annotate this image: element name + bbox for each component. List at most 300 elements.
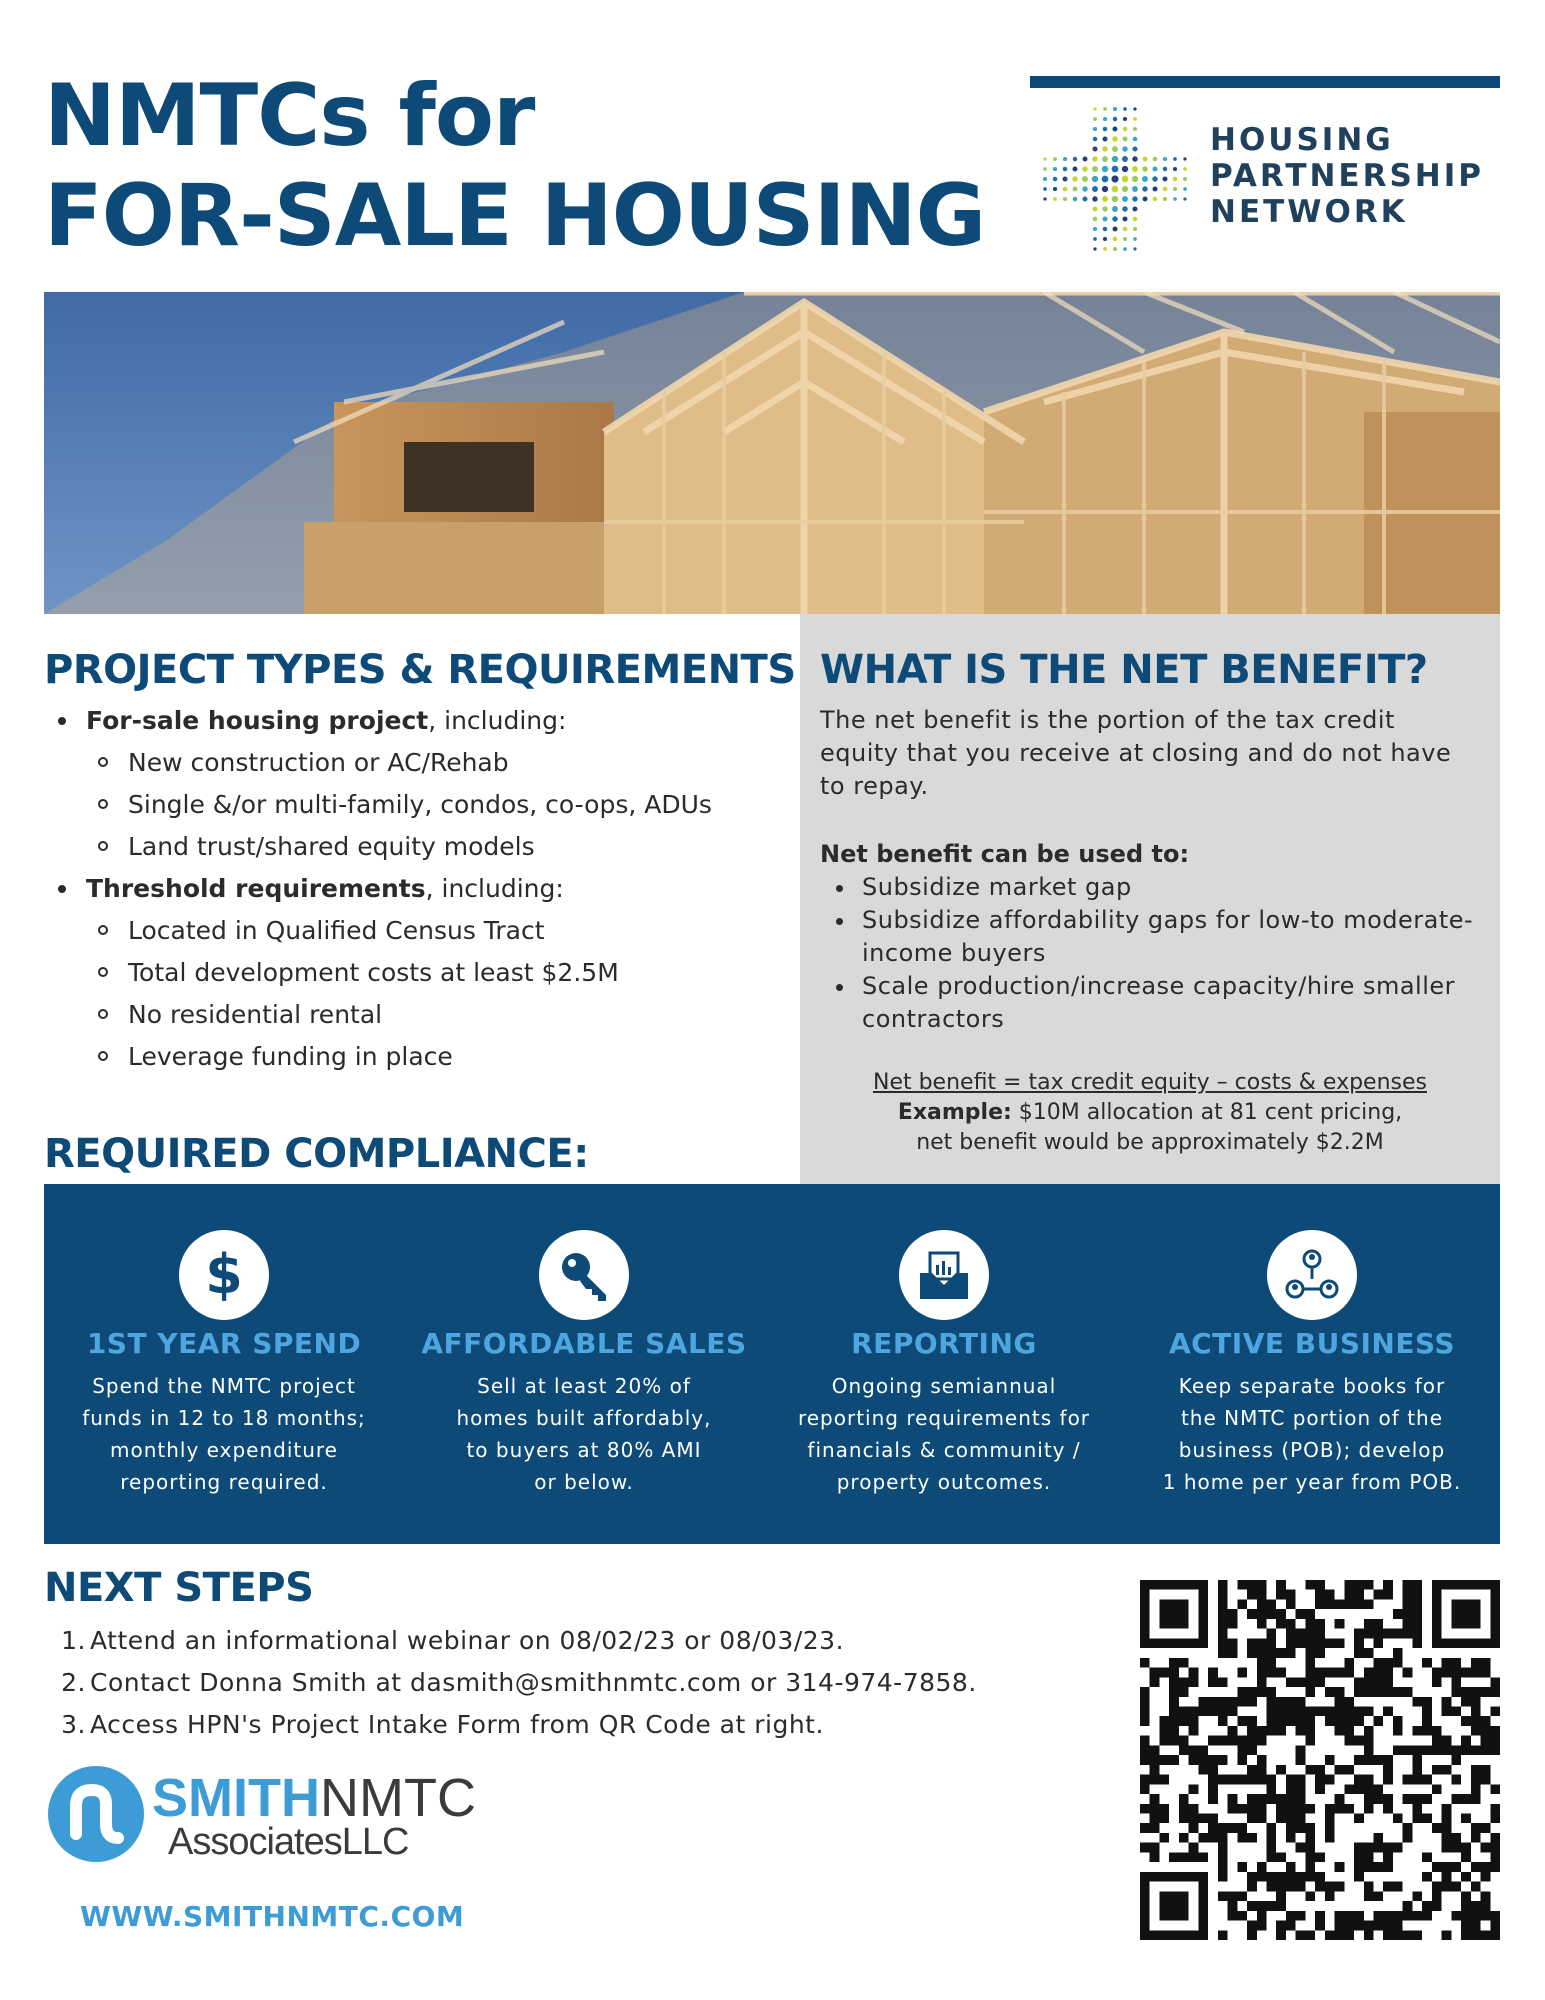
logo-dot bbox=[1103, 217, 1108, 222]
qr-module bbox=[1344, 1726, 1354, 1736]
logo-dot bbox=[1102, 206, 1107, 211]
qr-module bbox=[1383, 1804, 1393, 1814]
qr-module bbox=[1344, 1921, 1354, 1931]
qr-module bbox=[1490, 1930, 1500, 1940]
logo-dot bbox=[1092, 156, 1097, 161]
qr-module bbox=[1286, 1882, 1296, 1892]
qr-module bbox=[1481, 1843, 1491, 1853]
qr-module bbox=[1461, 1901, 1471, 1911]
qr-module bbox=[1383, 1580, 1393, 1590]
qr-module bbox=[1208, 1697, 1218, 1707]
qr-module bbox=[1276, 1668, 1286, 1678]
qr-module bbox=[1247, 1814, 1257, 1824]
net-benefit-use-item: Subsidize market gap bbox=[820, 871, 1480, 904]
qr-module bbox=[1286, 1775, 1296, 1785]
qr-module bbox=[1393, 1930, 1403, 1940]
logo-dot bbox=[1173, 187, 1177, 191]
logo-dot bbox=[1173, 167, 1177, 171]
qr-module bbox=[1296, 1930, 1306, 1940]
compliance-line: or below. bbox=[534, 1470, 634, 1494]
logo-dot bbox=[1053, 167, 1057, 171]
qr-module bbox=[1198, 1745, 1208, 1755]
qr-module bbox=[1286, 1833, 1296, 1843]
qr-module bbox=[1189, 1716, 1199, 1726]
qr-module bbox=[1140, 1716, 1150, 1726]
qr-module bbox=[1140, 1745, 1150, 1755]
qr-module bbox=[1383, 1843, 1393, 1853]
qr-module bbox=[1208, 1794, 1218, 1804]
net-benefit-use-item: Subsidize affordability gaps for low-to moderate-income buyers bbox=[820, 904, 1480, 970]
qr-module bbox=[1432, 1677, 1442, 1687]
qr-finder bbox=[1451, 1599, 1480, 1628]
logo-dot bbox=[1122, 146, 1127, 151]
qr-module bbox=[1354, 1862, 1364, 1872]
qr-module bbox=[1218, 1590, 1228, 1600]
qr-module bbox=[1296, 1823, 1306, 1833]
qr-module bbox=[1471, 1775, 1481, 1785]
logo-dot bbox=[1113, 117, 1118, 122]
qr-module bbox=[1403, 1794, 1413, 1804]
qr-module bbox=[1344, 1697, 1354, 1707]
qr-module bbox=[1344, 1706, 1354, 1716]
qr-module bbox=[1461, 1697, 1471, 1707]
qr-module bbox=[1481, 1736, 1491, 1746]
logo-dot bbox=[1053, 157, 1057, 161]
logo-dot bbox=[1093, 247, 1096, 250]
qr-module bbox=[1354, 1736, 1364, 1746]
qr-module bbox=[1422, 1814, 1432, 1824]
qr-module bbox=[1481, 1862, 1491, 1872]
step-text[interactable]: Contact Donna Smith at dasmith@smithnmtc.com or 314-974-7858. bbox=[90, 1668, 977, 1697]
qr-module bbox=[1218, 1862, 1228, 1872]
qr-module bbox=[1218, 1648, 1228, 1658]
qr-module bbox=[1451, 1658, 1461, 1668]
qr-module bbox=[1335, 1862, 1345, 1872]
qr-module bbox=[1179, 1814, 1189, 1824]
qr-module bbox=[1490, 1852, 1500, 1862]
qr-module bbox=[1198, 1755, 1208, 1765]
qr-module bbox=[1442, 1814, 1452, 1824]
qr-module bbox=[1481, 1911, 1491, 1921]
qr-module bbox=[1286, 1638, 1296, 1648]
logo-dot bbox=[1123, 107, 1127, 111]
qr-module bbox=[1335, 1716, 1345, 1726]
qr-module bbox=[1374, 1891, 1384, 1901]
next-step-item bbox=[56, 1620, 977, 1662]
qr-module bbox=[1403, 1745, 1413, 1755]
qr-module bbox=[1169, 1736, 1179, 1746]
qr-module bbox=[1335, 1638, 1345, 1648]
logo-dot bbox=[1093, 127, 1097, 131]
step-number: 1. bbox=[61, 1626, 86, 1655]
qr-module bbox=[1237, 1687, 1247, 1697]
qr-module bbox=[1471, 1921, 1481, 1931]
logo-dot bbox=[1183, 157, 1186, 160]
qr-module bbox=[1451, 1677, 1461, 1687]
qr-module bbox=[1179, 1736, 1189, 1746]
qr-module bbox=[1412, 1755, 1422, 1765]
qr-module bbox=[1305, 1891, 1315, 1901]
qr-module bbox=[1257, 1668, 1267, 1678]
logo-dot bbox=[1093, 107, 1096, 110]
compliance-title: REPORTING bbox=[851, 1327, 1037, 1360]
logo-dot bbox=[1063, 177, 1068, 182]
qr-module bbox=[1140, 1658, 1150, 1668]
qr-module bbox=[1325, 1775, 1335, 1785]
qr-module bbox=[1247, 1921, 1257, 1931]
qr-module bbox=[1228, 1775, 1238, 1785]
qr-module bbox=[1305, 1736, 1315, 1746]
qr-module bbox=[1442, 1872, 1452, 1882]
logo-dot bbox=[1183, 167, 1187, 171]
next-step-item bbox=[56, 1662, 977, 1704]
qr-module bbox=[1169, 1852, 1179, 1862]
qr-module bbox=[1189, 1814, 1199, 1824]
qr-module bbox=[1432, 1901, 1442, 1911]
qr-module bbox=[1266, 1668, 1276, 1678]
qr-module bbox=[1412, 1930, 1422, 1940]
logo-dot bbox=[1132, 176, 1138, 182]
qr-module bbox=[1276, 1619, 1286, 1629]
example-line-1 bbox=[800, 1098, 1500, 1128]
qr-module bbox=[1169, 1697, 1179, 1707]
logo-dot bbox=[1092, 196, 1097, 201]
qr-module bbox=[1315, 1775, 1325, 1785]
qr-module bbox=[1208, 1765, 1218, 1775]
qr-module bbox=[1296, 1726, 1306, 1736]
qr-module bbox=[1383, 1882, 1393, 1892]
qr-module bbox=[1461, 1736, 1471, 1746]
qr-module bbox=[1257, 1775, 1267, 1785]
logo-line-1: HOUSING bbox=[1210, 122, 1394, 158]
qr-module bbox=[1218, 1930, 1228, 1940]
qr-module bbox=[1471, 1668, 1481, 1678]
qr-module bbox=[1247, 1765, 1257, 1775]
qr-module bbox=[1412, 1794, 1422, 1804]
qr-module bbox=[1266, 1716, 1276, 1726]
qr-module bbox=[1481, 1823, 1491, 1833]
qr-module bbox=[1481, 1726, 1491, 1736]
qr-module bbox=[1218, 1599, 1228, 1609]
qr-module bbox=[1403, 1609, 1413, 1619]
logo-dot bbox=[1153, 167, 1158, 172]
logo-dot bbox=[1043, 197, 1046, 200]
compliance-line: homes built affordably, bbox=[456, 1406, 712, 1430]
qr-module bbox=[1364, 1580, 1374, 1590]
qr-module bbox=[1257, 1921, 1267, 1931]
qr-module bbox=[1354, 1677, 1364, 1687]
qr-module bbox=[1276, 1697, 1286, 1707]
qr-module bbox=[1374, 1833, 1384, 1843]
logo-dot bbox=[1122, 206, 1127, 211]
compliance-line: property outcomes. bbox=[836, 1470, 1052, 1494]
qr-module bbox=[1189, 1843, 1199, 1853]
qr-module bbox=[1228, 1697, 1238, 1707]
example-label: Example: bbox=[897, 1100, 1012, 1125]
qr-module bbox=[1189, 1852, 1199, 1862]
logo-top-bar bbox=[1030, 76, 1500, 88]
net-benefit-uses-heading: Net benefit can be used to: bbox=[820, 840, 1190, 868]
qr-module bbox=[1237, 1755, 1247, 1765]
qr-module bbox=[1471, 1706, 1481, 1716]
qr-module bbox=[1403, 1590, 1413, 1600]
qr-module bbox=[1325, 1590, 1335, 1600]
logo-dot bbox=[1112, 196, 1118, 202]
qr-module bbox=[1189, 1823, 1199, 1833]
qr-module bbox=[1364, 1648, 1374, 1658]
qr-module bbox=[1228, 1891, 1238, 1901]
qr-module bbox=[1490, 1784, 1500, 1794]
logo-dot bbox=[1133, 107, 1136, 110]
qr-module bbox=[1140, 1755, 1150, 1765]
qr-module bbox=[1412, 1814, 1422, 1824]
qr-module bbox=[1257, 1862, 1267, 1872]
qr-module bbox=[1247, 1726, 1257, 1736]
qr-module bbox=[1471, 1716, 1481, 1726]
qr-module bbox=[1208, 1775, 1218, 1785]
logo-dot bbox=[1153, 187, 1158, 192]
qr-module bbox=[1218, 1580, 1228, 1590]
compliance-line: Sell at least 20% of bbox=[477, 1374, 691, 1398]
compliance-line: the NMTC portion of the bbox=[1180, 1406, 1444, 1430]
qr-module bbox=[1315, 1619, 1325, 1629]
qr-module bbox=[1403, 1599, 1413, 1609]
qr-module bbox=[1490, 1911, 1500, 1921]
logo-dot bbox=[1122, 156, 1128, 162]
logo-dot bbox=[1152, 176, 1157, 181]
qr-module bbox=[1237, 1775, 1247, 1785]
qr-module bbox=[1354, 1872, 1364, 1882]
qr-module bbox=[1305, 1765, 1315, 1775]
qr-module bbox=[1374, 1755, 1384, 1765]
qr-module bbox=[1451, 1882, 1461, 1892]
qr-module bbox=[1412, 1726, 1422, 1736]
qr-module bbox=[1403, 1901, 1413, 1911]
qr-module bbox=[1344, 1599, 1354, 1609]
project-item-bold: Threshold requirements bbox=[86, 874, 426, 903]
logo-dot bbox=[1123, 227, 1128, 232]
qr-module bbox=[1266, 1629, 1276, 1639]
qr-module bbox=[1383, 1677, 1393, 1687]
qr-module bbox=[1315, 1648, 1325, 1658]
qr-module bbox=[1266, 1638, 1276, 1648]
qr-module bbox=[1257, 1794, 1267, 1804]
qr-module bbox=[1296, 1794, 1306, 1804]
qr-module bbox=[1266, 1872, 1276, 1882]
qr-module bbox=[1490, 1804, 1500, 1814]
qr-module bbox=[1354, 1921, 1364, 1931]
qr-module bbox=[1412, 1804, 1422, 1814]
qr-module bbox=[1276, 1852, 1286, 1862]
qr-module bbox=[1296, 1775, 1306, 1785]
qr-module bbox=[1247, 1775, 1257, 1785]
qr-module bbox=[1276, 1794, 1286, 1804]
qr-module bbox=[1364, 1668, 1374, 1678]
logo-dot bbox=[1093, 137, 1098, 142]
compliance-title: AFFORDABLE SALES bbox=[421, 1327, 747, 1360]
qr-module bbox=[1451, 1775, 1461, 1785]
qr-module bbox=[1403, 1580, 1413, 1590]
qr-module bbox=[1286, 1697, 1296, 1707]
qr-module bbox=[1335, 1619, 1345, 1629]
logo-dot bbox=[1102, 166, 1108, 172]
project-subitem: Leverage funding in place bbox=[48, 1036, 788, 1078]
qr-module bbox=[1393, 1814, 1403, 1824]
qr-module bbox=[1266, 1882, 1276, 1892]
qr-module bbox=[1432, 1745, 1442, 1755]
qr-module bbox=[1403, 1619, 1413, 1629]
qr-module bbox=[1383, 1921, 1393, 1931]
qr-module bbox=[1344, 1716, 1354, 1726]
qr-module bbox=[1257, 1765, 1267, 1775]
housing-partnership-network-logo-icon bbox=[1040, 104, 1190, 254]
qr-module bbox=[1286, 1794, 1296, 1804]
qr-module bbox=[1442, 1745, 1452, 1755]
qr-module bbox=[1422, 1901, 1432, 1911]
qr-module bbox=[1354, 1638, 1364, 1648]
qr-module bbox=[1461, 1745, 1471, 1755]
qr-module bbox=[1198, 1706, 1208, 1716]
logo-dot bbox=[1132, 196, 1137, 201]
compliance-description bbox=[44, 1370, 404, 1498]
logo-dot bbox=[1123, 217, 1128, 222]
qr-module bbox=[1461, 1814, 1471, 1824]
logo-line-2: PARTNERSHIP bbox=[1210, 158, 1485, 194]
logo-dot bbox=[1133, 137, 1138, 142]
qr-module bbox=[1198, 1814, 1208, 1824]
logo-dot bbox=[1122, 166, 1128, 172]
compliance-line: Spend the NMTC project bbox=[92, 1374, 356, 1398]
qr-module bbox=[1364, 1930, 1374, 1940]
qr-module bbox=[1305, 1833, 1315, 1843]
qr-module bbox=[1266, 1901, 1276, 1911]
qr-module bbox=[1325, 1755, 1335, 1765]
logo-dot bbox=[1123, 117, 1127, 121]
qr-module bbox=[1354, 1852, 1364, 1862]
brand-rest: NMTC bbox=[320, 1768, 476, 1828]
project-subitem: No residential rental bbox=[48, 994, 788, 1036]
logo-dot bbox=[1132, 166, 1138, 172]
qr-module bbox=[1490, 1736, 1500, 1746]
qr-module bbox=[1344, 1765, 1354, 1775]
qr-module bbox=[1315, 1590, 1325, 1600]
qr-module bbox=[1325, 1823, 1335, 1833]
example-text: $10M allocation at 81 cent pricing, bbox=[1011, 1100, 1403, 1125]
qr-module bbox=[1422, 1706, 1432, 1716]
qr-module bbox=[1296, 1814, 1306, 1824]
qr-module bbox=[1481, 1745, 1491, 1755]
qr-module bbox=[1354, 1775, 1364, 1785]
qr-module bbox=[1218, 1872, 1228, 1882]
qr-module bbox=[1490, 1862, 1500, 1872]
logo-dot bbox=[1183, 197, 1186, 200]
qr-module bbox=[1335, 1726, 1345, 1736]
qr-module bbox=[1325, 1716, 1335, 1726]
qr-module bbox=[1364, 1736, 1374, 1746]
qr-module bbox=[1150, 1677, 1160, 1687]
qr-module bbox=[1286, 1629, 1296, 1639]
qr-module bbox=[1471, 1862, 1481, 1872]
qr-module bbox=[1422, 1716, 1432, 1726]
qr-code-icon[interactable] bbox=[1140, 1580, 1500, 1940]
qr-module bbox=[1247, 1590, 1257, 1600]
next-steps-heading: NEXT STEPS bbox=[44, 1565, 314, 1611]
qr-module bbox=[1247, 1638, 1257, 1648]
qr-module bbox=[1354, 1911, 1364, 1921]
logo-dot bbox=[1153, 157, 1158, 162]
qr-module bbox=[1276, 1590, 1286, 1600]
qr-module bbox=[1422, 1911, 1432, 1921]
qr-module bbox=[1150, 1804, 1160, 1814]
qr-module bbox=[1364, 1921, 1374, 1931]
qr-module bbox=[1237, 1697, 1247, 1707]
qr-module bbox=[1412, 1609, 1422, 1619]
qr-module bbox=[1305, 1687, 1315, 1697]
qr-module bbox=[1383, 1687, 1393, 1697]
qr-module bbox=[1218, 1677, 1228, 1687]
qr-module bbox=[1140, 1736, 1150, 1746]
qr-module bbox=[1208, 1677, 1218, 1687]
qr-module bbox=[1461, 1911, 1471, 1921]
qr-module bbox=[1481, 1687, 1491, 1697]
qr-module bbox=[1335, 1882, 1345, 1892]
qr-module bbox=[1305, 1726, 1315, 1736]
qr-module bbox=[1150, 1794, 1160, 1804]
logo-dot bbox=[1163, 177, 1168, 182]
qr-module bbox=[1364, 1862, 1374, 1872]
qr-module bbox=[1315, 1706, 1325, 1716]
project-item-bold: For-sale housing project bbox=[86, 706, 429, 735]
qr-module bbox=[1383, 1775, 1393, 1785]
compliance-line: reporting required. bbox=[120, 1470, 328, 1494]
qr-module bbox=[1432, 1862, 1442, 1872]
qr-module bbox=[1374, 1629, 1384, 1639]
qr-module bbox=[1266, 1784, 1276, 1794]
logo-dot bbox=[1083, 197, 1088, 202]
qr-module bbox=[1237, 1804, 1247, 1814]
qr-module bbox=[1218, 1891, 1228, 1901]
logo-dot bbox=[1103, 127, 1108, 132]
qr-module bbox=[1481, 1872, 1491, 1882]
qr-module bbox=[1159, 1668, 1169, 1678]
qr-module bbox=[1276, 1765, 1286, 1775]
qr-module bbox=[1364, 1629, 1374, 1639]
qr-module bbox=[1471, 1765, 1481, 1775]
qr-module bbox=[1325, 1833, 1335, 1843]
qr-module bbox=[1490, 1921, 1500, 1931]
qr-module bbox=[1276, 1921, 1286, 1931]
qr-module bbox=[1374, 1590, 1384, 1600]
logo-dot bbox=[1133, 147, 1138, 152]
logo-dot bbox=[1163, 197, 1167, 201]
website-link[interactable]: WWW.SMITHNMTC.COM bbox=[80, 1900, 465, 1933]
logo-dot bbox=[1112, 156, 1118, 162]
qr-module bbox=[1344, 1930, 1354, 1940]
compliance-line: 1 home per year from POB. bbox=[1162, 1470, 1462, 1494]
qr-module bbox=[1471, 1726, 1481, 1736]
qr-module bbox=[1257, 1755, 1267, 1765]
qr-module bbox=[1315, 1668, 1325, 1678]
logo-dot bbox=[1133, 127, 1137, 131]
logo-dot bbox=[1113, 237, 1118, 242]
qr-module bbox=[1189, 1677, 1199, 1687]
qr-module bbox=[1276, 1716, 1286, 1726]
qr-module bbox=[1315, 1765, 1325, 1775]
qr-module bbox=[1374, 1668, 1384, 1678]
qr-module bbox=[1325, 1804, 1335, 1814]
qr-module bbox=[1208, 1814, 1218, 1824]
qr-module bbox=[1247, 1697, 1257, 1707]
